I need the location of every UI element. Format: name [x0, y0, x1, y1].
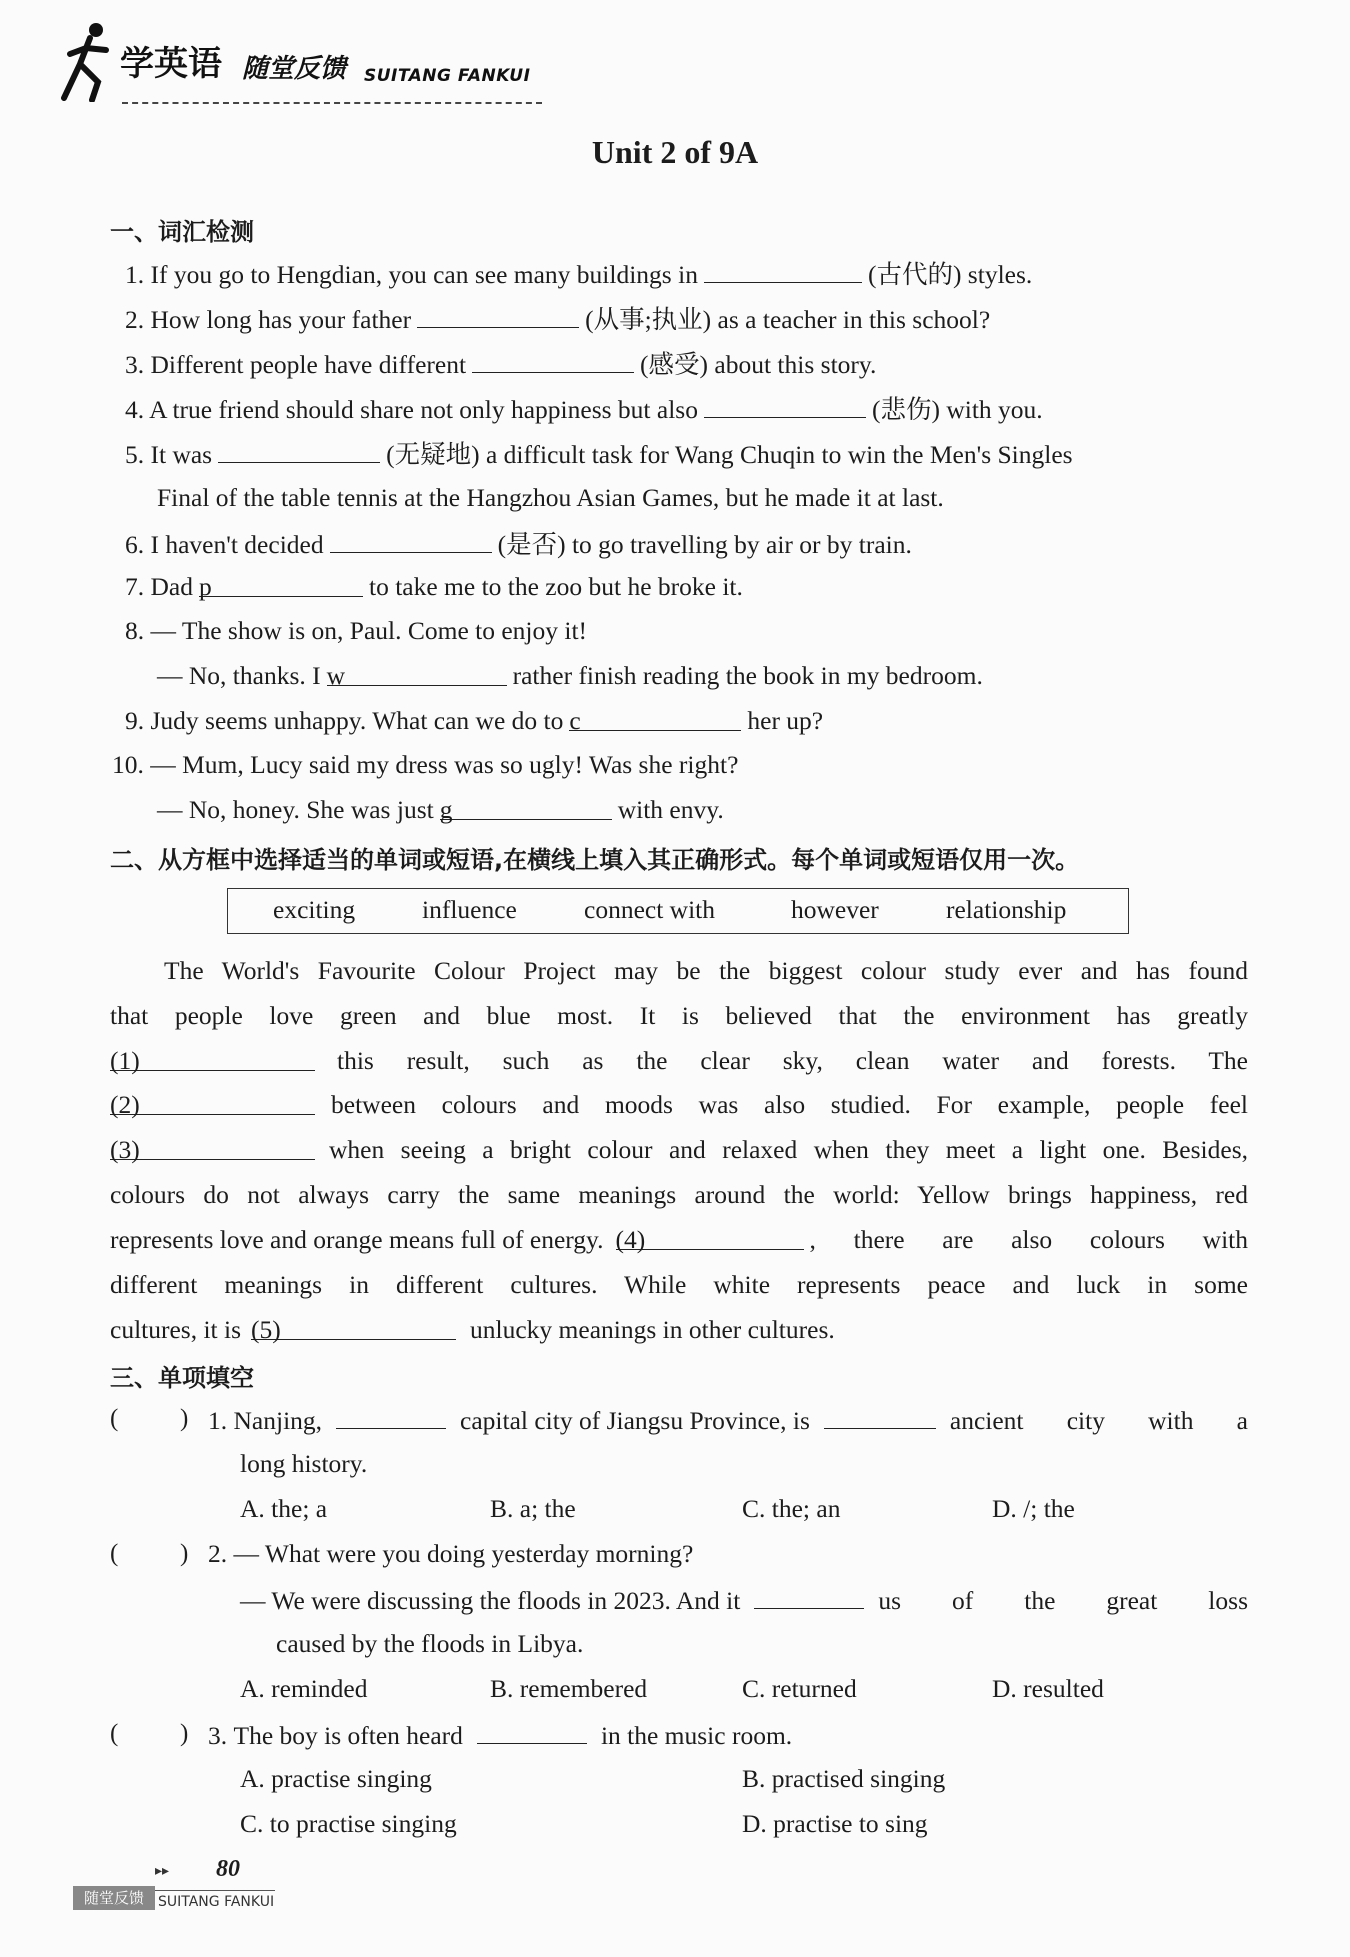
vocab-item-10-reply: — No, honey. She was just g with envy.: [157, 795, 724, 824]
passage-blank-2[interactable]: (2): [110, 1088, 315, 1115]
answer-blank[interactable]: [330, 526, 492, 553]
mc-question-2-reply: — We were discussing the floods in 2023. And it us of the great loss: [240, 1582, 1248, 1618]
answer-blank[interactable]: c: [569, 704, 741, 731]
answer-blank[interactable]: [336, 1402, 446, 1429]
page-number: 80: [216, 1856, 240, 1882]
passage-line: (3) when seeing a bright colour and relaxed when they meet a light one. Besides,: [110, 1135, 1248, 1164]
answer-blank[interactable]: [417, 301, 579, 328]
passage-line: cultures, it is (5) unlucky meanings in other cultures.: [110, 1315, 835, 1344]
vocab-item-3: 3. Different people have different (感受) about this story.: [125, 346, 876, 382]
mc-question-1-cont: long history.: [240, 1449, 368, 1478]
answer-paren-close[interactable]: ): [180, 1405, 189, 1432]
option-d[interactable]: D. resulted: [992, 1674, 1104, 1703]
option-a[interactable]: A. the; a: [240, 1494, 328, 1523]
word-option: influence: [422, 895, 517, 924]
vocab-item-7: 7. Dad p to take me to the zoo but he broke it.: [125, 572, 743, 601]
runner-logo-icon: [52, 20, 122, 102]
option-d[interactable]: D. /; the: [992, 1494, 1075, 1523]
passage-blank-4[interactable]: (4): [616, 1223, 804, 1250]
section2-heading: 二、从方框中选择适当的单词或短语,在横线上填入其正确形式。每个单词或短语仅用一次。: [110, 846, 1080, 874]
answer-paren-open[interactable]: (: [110, 1405, 119, 1432]
vocab-item-2: 2. How long has your father (从事;执业) as a teacher in this school?: [125, 301, 990, 337]
passage-line: different meanings in different cultures. While white represents peace and luck in some: [110, 1270, 1248, 1299]
answer-blank[interactable]: [472, 346, 634, 373]
footer-tag: 随堂反馈: [73, 1886, 155, 1910]
mc-question-3: 3. The boy is often heard in the music room.: [208, 1717, 792, 1753]
passage-line: The World's Favourite Colour Project may be the biggest colour study ever and has found: [164, 956, 1248, 985]
vocab-item-4: 4. A true friend should share not only happiness but also (悲伤) with you.: [125, 391, 1043, 427]
vocab-item-8: 8. — The show is on, Paul. Come to enjoy it!: [125, 616, 588, 645]
section3-heading: 三、单项填空: [110, 1364, 254, 1392]
answer-blank[interactable]: [477, 1717, 587, 1744]
passage-line: colours do not always carry the same meanings around the world: Yellow brings happiness, red: [110, 1180, 1248, 1209]
vocab-item-9: 9. Judy seems unhappy. What can we do to c her up?: [125, 706, 824, 735]
passage-blank-3[interactable]: (3): [110, 1133, 315, 1160]
vocab-item-8-reply: — No, thanks. I w rather finish reading the book in my bedroom.: [157, 661, 983, 690]
option-c[interactable]: C. to practise singing: [240, 1809, 457, 1838]
mc-question-2: 2. — What were you doing yesterday morning?: [208, 1539, 694, 1568]
vocab-item-5: 5. It was (无疑地) a difficult task for Wang Chuqin to win the Men's Singles: [125, 436, 1073, 472]
brand-subtitle: 随堂反馈: [242, 54, 347, 84]
option-c[interactable]: C. the; an: [742, 1494, 841, 1523]
passage-line: that people love green and blue most. It is believed that the environment has greatly: [110, 1001, 1248, 1030]
passage-line: (1) this result, such as the clear sky, clean water and forests. The: [110, 1046, 1248, 1075]
word-box: [227, 888, 1129, 934]
section1-heading: 一、词汇检测: [110, 218, 254, 246]
vocab-item-6: 6. I haven't decided (是否) to go travelling by air or by train.: [125, 526, 912, 562]
answer-blank[interactable]: g: [440, 793, 612, 820]
answer-blank[interactable]: p: [199, 570, 363, 597]
passage-blank-1[interactable]: (1): [110, 1044, 315, 1071]
answer-blank[interactable]: [704, 391, 866, 418]
option-d[interactable]: D. practise to sing: [742, 1809, 928, 1838]
answer-blank[interactable]: [218, 436, 380, 463]
vocab-item-5-continued: Final of the table tennis at the Hangzhou Asian Games, but he made it at last.: [157, 483, 944, 512]
vocab-item-10: 10. — Mum, Lucy said my dress was so ugly! Was she right?: [112, 750, 739, 779]
mc-question-1: 1. Nanjing, capital city of Jiangsu Province, is ancient city with a: [208, 1402, 1248, 1438]
header-logo: [52, 14, 572, 102]
answer-paren-open[interactable]: (: [110, 1720, 119, 1747]
footer-divider: [155, 1890, 275, 1891]
passage-line: (2) between colours and moods was also studied. For example, people feel: [110, 1090, 1248, 1119]
header-divider: [122, 102, 542, 104]
passage-line: represents love and orange means full of energy. (4) , there are also colours with: [110, 1225, 1248, 1254]
footer-brand: SUITANG FANKUI: [158, 1894, 275, 1910]
brand-english: SUITANG FANKUI: [364, 66, 531, 86]
word-option: exciting: [273, 895, 356, 924]
passage-blank-5[interactable]: (5): [251, 1313, 456, 1340]
answer-paren-close[interactable]: ): [180, 1540, 189, 1567]
word-option: connect with: [584, 895, 715, 924]
option-b[interactable]: B. a; the: [490, 1494, 576, 1523]
answer-blank[interactable]: [824, 1402, 936, 1429]
page-arrows-icon: ▸▸: [155, 1863, 170, 1879]
option-c[interactable]: C. returned: [742, 1674, 857, 1703]
vocab-item-1: 1. If you go to Hengdian, you can see many buildings in (古代的) styles.: [125, 256, 1032, 292]
option-b[interactable]: B. practised singing: [742, 1764, 946, 1793]
option-a[interactable]: A. practise singing: [240, 1764, 432, 1793]
answer-paren-open[interactable]: (: [110, 1540, 119, 1567]
answer-blank[interactable]: w: [327, 659, 507, 686]
brand-chinese: 学英语: [120, 44, 222, 84]
answer-blank[interactable]: [754, 1582, 864, 1609]
option-a[interactable]: A. reminded: [240, 1674, 368, 1703]
answer-blank[interactable]: [704, 256, 862, 283]
option-b[interactable]: B. remembered: [490, 1674, 648, 1703]
page-title: Unit 2 of 9A: [591, 134, 759, 170]
mc-question-2-cont: caused by the floods in Libya.: [276, 1629, 584, 1658]
answer-paren-close[interactable]: ): [180, 1720, 189, 1747]
word-option: however: [791, 895, 879, 924]
word-option: relationship: [946, 895, 1067, 924]
